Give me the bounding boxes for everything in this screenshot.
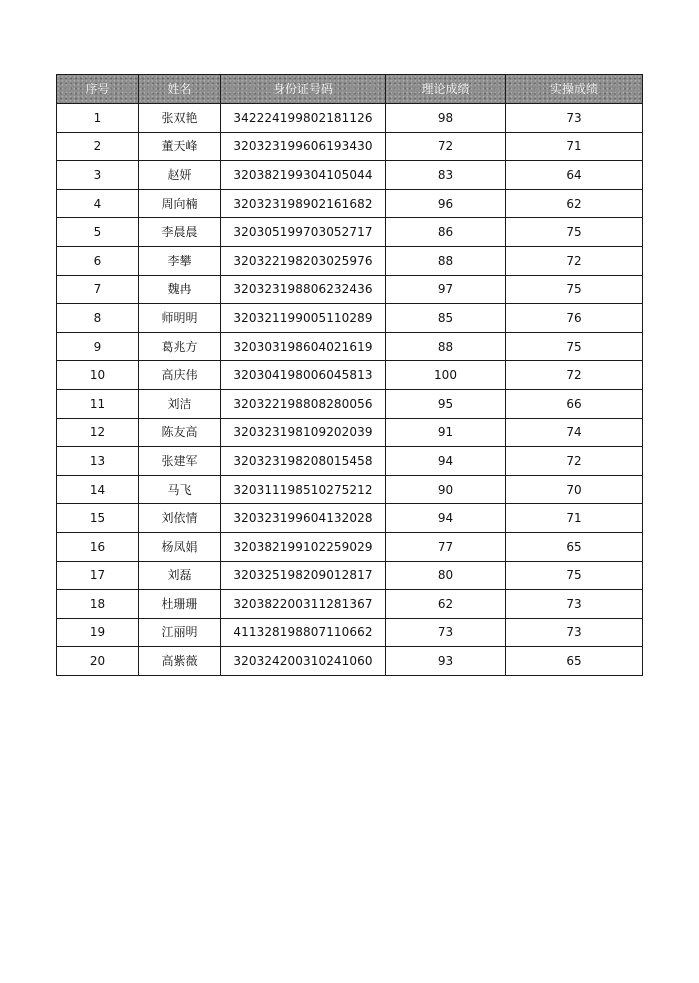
id-number-cell: 320323198109202039 <box>221 418 386 447</box>
theory-score-cell: 94 <box>386 504 506 533</box>
name-cell: 刘磊 <box>139 561 221 590</box>
theory-score-cell: 83 <box>386 161 506 190</box>
table-header <box>57 75 643 104</box>
name-cell: 杜珊珊 <box>139 590 221 619</box>
score-table <box>56 74 643 676</box>
table-row <box>57 161 643 190</box>
name-cell: 赵妍 <box>139 161 221 190</box>
serial-number-cell: 4 <box>57 189 139 218</box>
table-row <box>57 246 643 275</box>
name-cell: 高庆伟 <box>139 361 221 390</box>
id-number-cell: 320311198510275212 <box>221 475 386 504</box>
table-row <box>57 104 643 133</box>
theory-score-cell: 93 <box>386 647 506 676</box>
table-row <box>57 447 643 476</box>
practical-score-cell: 72 <box>506 246 643 275</box>
id-number-cell: 320321199005110289 <box>221 304 386 333</box>
theory-score-cell: 62 <box>386 590 506 619</box>
serial-number-cell: 17 <box>57 561 139 590</box>
theory-score-cell: 88 <box>386 246 506 275</box>
serial-number-cell: 18 <box>57 590 139 619</box>
table-row <box>57 389 643 418</box>
table-row <box>57 332 643 361</box>
id-number-cell: 320323198806232436 <box>221 275 386 304</box>
serial-number-cell: 15 <box>57 504 139 533</box>
serial-number-cell: 2 <box>57 132 139 161</box>
name-cell: 李晨晨 <box>139 218 221 247</box>
practical-score-cell: 72 <box>506 361 643 390</box>
id-number-cell: 320323198902161682 <box>221 189 386 218</box>
table-row <box>57 590 643 619</box>
practical-score-cell: 75 <box>506 561 643 590</box>
id-number-cell: 320325198209012817 <box>221 561 386 590</box>
name-cell: 江丽明 <box>139 618 221 647</box>
table-row <box>57 475 643 504</box>
theory-score-cell: 96 <box>386 189 506 218</box>
practical-score-cell: 70 <box>506 475 643 504</box>
practical-score-cell: 75 <box>506 218 643 247</box>
table-row <box>57 647 643 676</box>
name-cell: 杨凤娟 <box>139 532 221 561</box>
theory-score-cell: 91 <box>386 418 506 447</box>
id-number-cell: 342224199802181126 <box>221 104 386 133</box>
theory-score-cell: 100 <box>386 361 506 390</box>
name-cell: 葛兆方 <box>139 332 221 361</box>
practical-score-cell: 74 <box>506 418 643 447</box>
theory-score-cell: 80 <box>386 561 506 590</box>
theory-score-cell: 95 <box>386 389 506 418</box>
practical-score-cell: 73 <box>506 618 643 647</box>
name-cell: 师明明 <box>139 304 221 333</box>
header-row <box>57 75 643 104</box>
serial-number-cell: 1 <box>57 104 139 133</box>
practical-score-cell: 71 <box>506 132 643 161</box>
table-body <box>57 104 643 676</box>
table-row <box>57 618 643 647</box>
serial-number-cell: 13 <box>57 447 139 476</box>
practical-score-cell: 71 <box>506 504 643 533</box>
practical-score-cell: 72 <box>506 447 643 476</box>
serial-number-cell: 7 <box>57 275 139 304</box>
id-number-cell: 320322198808280056 <box>221 389 386 418</box>
table-row <box>57 504 643 533</box>
id-number-cell: 320382200311281367 <box>221 590 386 619</box>
name-cell: 高紫薇 <box>139 647 221 676</box>
practical-score-cell: 75 <box>506 275 643 304</box>
name-cell: 张建军 <box>139 447 221 476</box>
theory-score-cell: 94 <box>386 447 506 476</box>
id-number-cell: 320305199703052717 <box>221 218 386 247</box>
serial-number-cell: 12 <box>57 418 139 447</box>
name-cell: 马飞 <box>139 475 221 504</box>
id-number-cell: 320382199304105044 <box>221 161 386 190</box>
practical-score-cell: 65 <box>506 647 643 676</box>
name-cell: 周向楠 <box>139 189 221 218</box>
id-number-cell: 411328198807110662 <box>221 618 386 647</box>
theory-score-cell: 85 <box>386 304 506 333</box>
table-row <box>57 218 643 247</box>
name-cell: 陈友高 <box>139 418 221 447</box>
name-cell: 刘洁 <box>139 389 221 418</box>
table-row <box>57 275 643 304</box>
id-number-cell: 320304198006045813 <box>221 361 386 390</box>
table-row <box>57 304 643 333</box>
theory-score-cell: 90 <box>386 475 506 504</box>
header-id-number: 身份证号码 <box>221 75 386 104</box>
theory-score-cell: 88 <box>386 332 506 361</box>
serial-number-cell: 3 <box>57 161 139 190</box>
serial-number-cell: 14 <box>57 475 139 504</box>
id-number-cell: 320322198203025976 <box>221 246 386 275</box>
serial-number-cell: 16 <box>57 532 139 561</box>
id-number-cell: 320303198604021619 <box>221 332 386 361</box>
serial-number-cell: 10 <box>57 361 139 390</box>
table-row <box>57 561 643 590</box>
table-row <box>57 418 643 447</box>
practical-score-cell: 65 <box>506 532 643 561</box>
table-row <box>57 132 643 161</box>
name-cell: 董天峰 <box>139 132 221 161</box>
table-row <box>57 532 643 561</box>
practical-score-cell: 62 <box>506 189 643 218</box>
serial-number-cell: 19 <box>57 618 139 647</box>
practical-score-cell: 73 <box>506 104 643 133</box>
name-cell: 刘依情 <box>139 504 221 533</box>
id-number-cell: 320323199606193430 <box>221 132 386 161</box>
name-cell: 张双艳 <box>139 104 221 133</box>
table-row <box>57 189 643 218</box>
theory-score-cell: 72 <box>386 132 506 161</box>
serial-number-cell: 9 <box>57 332 139 361</box>
header-practical-score: 实操成绩 <box>506 75 643 104</box>
theory-score-cell: 98 <box>386 104 506 133</box>
practical-score-cell: 75 <box>506 332 643 361</box>
id-number-cell: 320323198208015458 <box>221 447 386 476</box>
table-row <box>57 361 643 390</box>
theory-score-cell: 97 <box>386 275 506 304</box>
header-theory-score: 理论成绩 <box>386 75 506 104</box>
header-serial-number: 序号 <box>57 75 139 104</box>
header-name: 姓名 <box>139 75 221 104</box>
practical-score-cell: 66 <box>506 389 643 418</box>
practical-score-cell: 73 <box>506 590 643 619</box>
id-number-cell: 320382199102259029 <box>221 532 386 561</box>
serial-number-cell: 8 <box>57 304 139 333</box>
practical-score-cell: 64 <box>506 161 643 190</box>
serial-number-cell: 11 <box>57 389 139 418</box>
name-cell: 魏冉 <box>139 275 221 304</box>
theory-score-cell: 86 <box>386 218 506 247</box>
theory-score-cell: 77 <box>386 532 506 561</box>
name-cell: 李攀 <box>139 246 221 275</box>
id-number-cell: 320323199604132028 <box>221 504 386 533</box>
serial-number-cell: 20 <box>57 647 139 676</box>
practical-score-cell: 76 <box>506 304 643 333</box>
id-number-cell: 320324200310241060 <box>221 647 386 676</box>
serial-number-cell: 6 <box>57 246 139 275</box>
theory-score-cell: 73 <box>386 618 506 647</box>
serial-number-cell: 5 <box>57 218 139 247</box>
